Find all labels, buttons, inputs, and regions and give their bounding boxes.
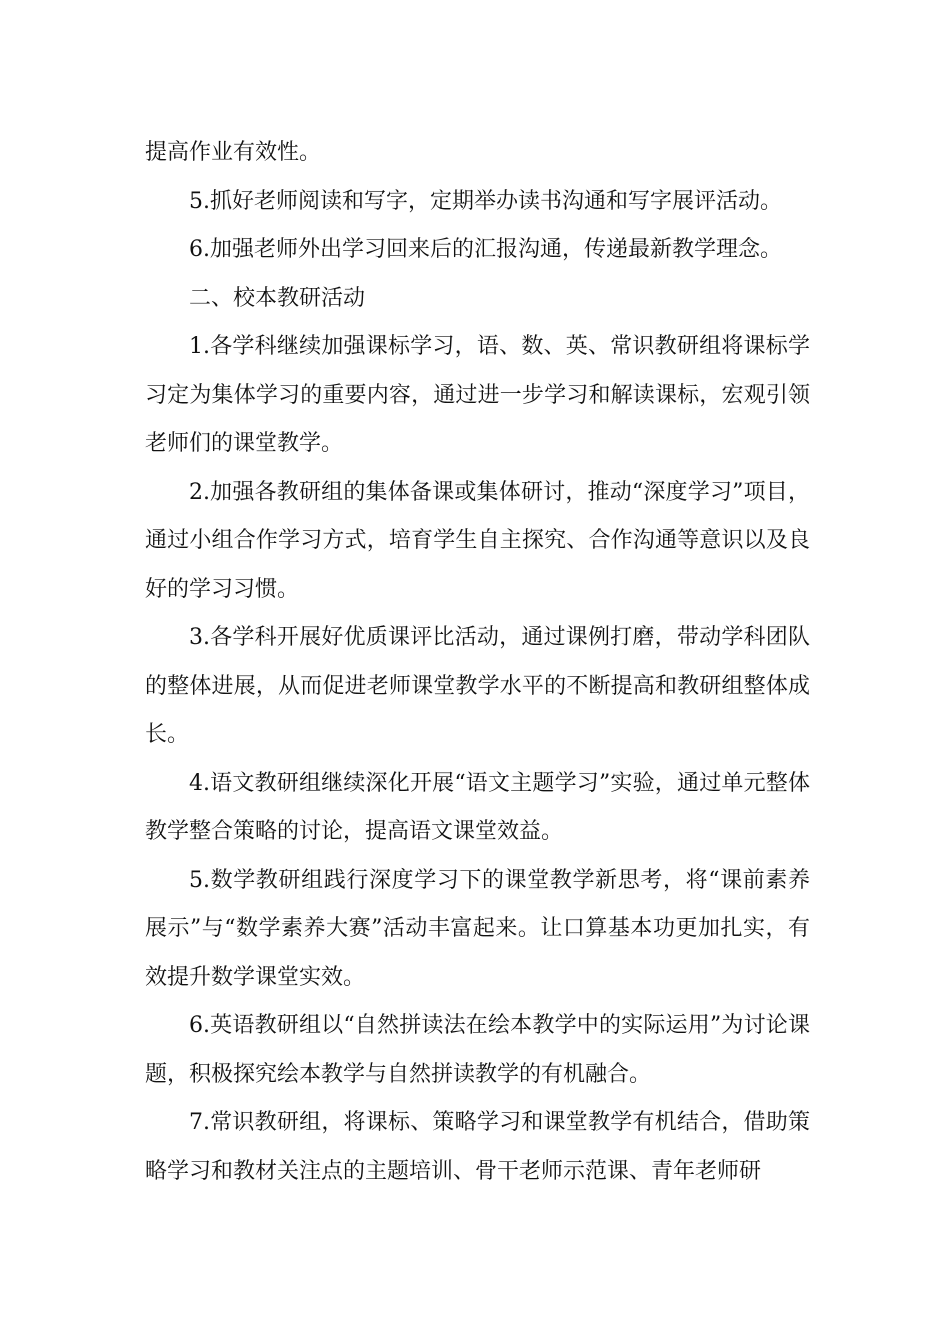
paragraph-item-2-collective-lesson-prep: 2.加强各教研组的集体备课或集体研讨，推动“深度学习”项目，通过小组合作学习方式，培育学生自主探究、合作沟通等意识以及良好的学习习惯。	[145, 479, 810, 602]
paragraph-item-5-reading-writing: 5.抓好老师阅读和写字，定期举办读书沟通和写字展评活动。	[189, 188, 782, 214]
paragraph-item-7-general-knowledge-group: 7.常识教研组，将课标、策略学习和课堂教学有机结合，借助策略学习和教材关注点的主题培训、骨干老师示范课、青年老师研	[145, 1110, 810, 1184]
section-heading-school-research: 二、校本教研活动	[189, 285, 366, 311]
paragraph-continuation: 提高作业有效性。	[145, 140, 322, 165]
paragraph-item-3-quality-lesson-contest: 3.各学科开展好优质课评比活动，通过课例打磨，带动学科团队的整体进展，从而促进老师课堂教学水平的不断提高和教研组整体成长。	[145, 625, 810, 747]
document-body	[145, 129, 810, 1196]
paragraph-item-6-english-group: 6.英语教研组以“自然拼读法在绘本教学中的实际运用”为讨论课题，积极探究绘本教学与自然拼读教学的有机融合。	[145, 1013, 810, 1087]
paragraph-item-5-math-group: 5.数学教研组践行深度学习下的课堂教学新思考，将“课前素养展示”与“数学素养大赛”活动丰富起来。让口算基本功更加扎实，有效提升数学课堂实效。	[145, 867, 810, 990]
paragraph-item-6-report-sharing: 6.加强老师外出学习回来后的汇报沟通，传递最新教学理念。	[189, 237, 782, 262]
paragraph-item-4-chinese-group: 4.语文教研组继续深化开展“语文主题学习”实验，通过单元整体教学整合策略的讨论，提高语文课堂效益。	[145, 770, 810, 844]
paragraph-item-1-curriculum-study: 1.各学科继续加强课标学习，语、数、英、常识教研组将课标学习定为集体学习的重要内容，通过进一步学习和解读课标，宏观引领老师们的课堂教学。	[145, 334, 810, 456]
